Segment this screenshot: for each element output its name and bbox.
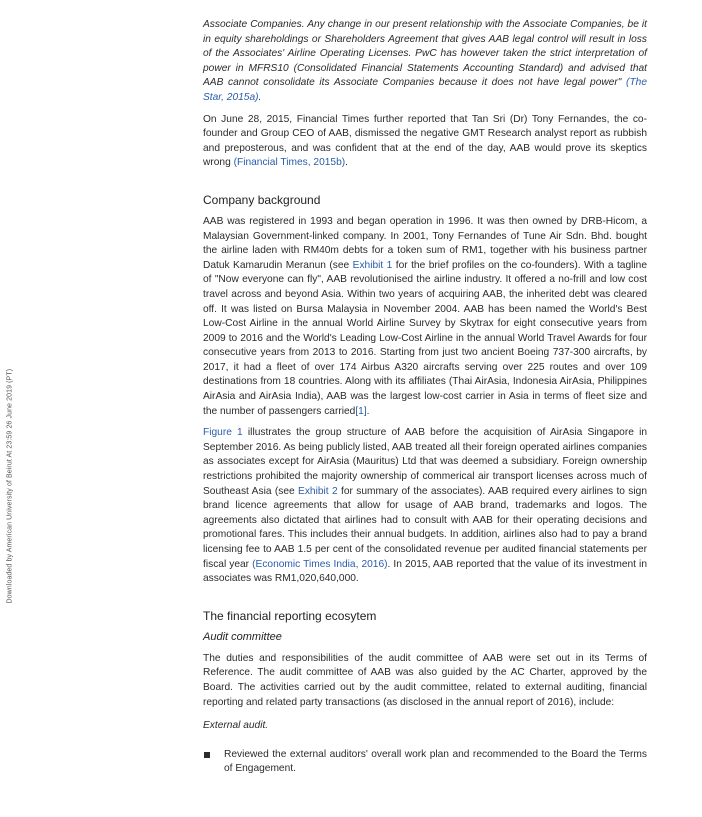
section-heading-company-background: Company background — [203, 192, 321, 207]
audit-committee-paragraph: The duties and responsibilities of the audit committee of AAB were set out in its Terms of Reference. The audit committee of AAB was also guided by the AC Charter, approved by the Board. The activities carried out by the audit committee, related to external auditing, financial reporting and related party transactions (as disclosed in the annual report of 2016), include: — [203, 652, 647, 708]
cb-p1-text-c: . — [366, 405, 370, 417]
company-background-paragraph-1 — [203, 215, 647, 419]
quote-end: . — [258, 91, 262, 103]
company-background-paragraph-2 — [203, 426, 647, 587]
quote-paragraph — [203, 18, 647, 106]
external-audit-bullet-list — [203, 748, 647, 777]
download-watermark: Downloaded by American University of Beirut At 23:59 26 June 2019 (PT) — [6, 368, 14, 604]
quote-text: Associate Companies. Any change in our present relationship with the Associate Companies, be it in equity shareholdings or Shareholders Agreement that gives AAB legal control will result in loss of the Associates' Airline Operating Licenses. PwC has however taken the strict interpretation of power in MFRS10 (Consolidated Financial Statements Accounting Standard) and advised that AAB cannot consolidate its Associate Companies because it does not have legal power" — [203, 19, 647, 89]
cb-p1-text-b: for the brief profiles on the co-founders). With a tagline of "Now everyone can fly", AAB revolutionised the airline industry. It offered a no-frill and low cost travel across and beyond Asia. Within two years of acquiring AAB, the inherited debt was cleared off. It was listed on Bursa Malaysia in November 2004. AAB has been named the World's Best Low-Cost Airline in the annual World Airline Survey by Skytrax for eight consecutive years from 2009 to 2016 and the World's Leading Low-Cost Airline in the annual World Travel Awards for four consecutive years from 2013 to 2016. Starting from just two ancient Boeing 737-300 aircrafts, by 2017, it had a fleet of over 174 Airbus A320 aircrafts serving over 225 routes and over 109 destinations from 18 countries. Along with its affiliates (Thai AirAsia, Indonesia AirAsia, Philippines AirAsia and AirAsia India), AAB was the largest low-cost carrier in Asia in terms of fleet size and the number of passengers carried — [203, 259, 647, 417]
document-page — [203, 18, 647, 777]
external-audit-subhead: External audit. — [203, 720, 269, 732]
exhibit-2-link[interactable]: Exhibit 2 — [298, 485, 338, 497]
square-bullet-icon — [204, 752, 210, 758]
bullet-item — [203, 748, 647, 777]
subsection-heading-audit-committee: Audit committee — [203, 630, 282, 643]
cb-p2-text-b: for summary of the associates). AAB required every airlines to sign brand licence agreements that allow for usage of AAB brand, trademarks and logos. The agreements also dictated that airlines had to consult with AAB for their operating decisions and promotional fares. This includes their annual budgets. In addition, airlines also had to pay a brand licensing fee to AAB 1.5 per cent of the consolidated revenue per audited financial statements per fiscal year — [203, 485, 647, 570]
citation-link-economic-times[interactable]: (Economic Times India, 2016) — [252, 558, 388, 570]
citation-link-star[interactable]: (The Star, 2015a) — [203, 77, 647, 103]
exhibit-1-link[interactable]: Exhibit 1 — [352, 259, 393, 271]
footnote-1-link[interactable]: [1] — [355, 405, 367, 417]
citation-link-financial-times[interactable]: (Financial Times, 2015b) — [233, 157, 346, 169]
cb-p1-text-a: AAB was registered in 1993 and began operation in 1996. It was then owned by DRB-Hicom, a Malaysian Government-linked company. In 2001, Tony Fernandes of Tune Air Sdn. Bhd. bought the airline laden with RM40m debts for a token sum of RM1, together with his business partner Datuk Kamarudin Meranun (see — [203, 215, 647, 271]
ft-paragraph-end: . — [345, 157, 348, 169]
bullet-item-text: Reviewed the external auditors' overall work plan and recommended to the Board the Terms of Engagement. — [224, 748, 647, 775]
figure-1-link[interactable]: Figure 1 — [203, 427, 243, 439]
ft-paragraph — [203, 113, 647, 171]
section-heading-financial-reporting: The financial reporting ecosytem — [203, 608, 377, 623]
ft-paragraph-text: On June 28, 2015, Financial Times further reported that Tan Sri (Dr) Tony Fernandes, the co-founder and Group CEO of AAB, dismissed the negative GMT Research analyst report as rubbish and preposterous, and was confident that at the end of the day, AAB would prove its skeptics wrong — [203, 113, 647, 169]
cb-p2-text-c: . In 2015, AAB reported that the value of its investment in associates was RM1,020,640,000. — [203, 558, 647, 585]
cb-p2-text-a: illustrates the group structure of AAB before the acquisition of AirAsia Singapore in September 2016. As being publicly listed, AAB treated all their foreign operated airlines companies as associates except for AirAsia (Mauritus) Ltd that was deemed a subsidiary. Foreign ownership restrictions prohibited the majority ownership of commerical air transport licenses across much of Southeast Asia (see — [203, 427, 647, 497]
